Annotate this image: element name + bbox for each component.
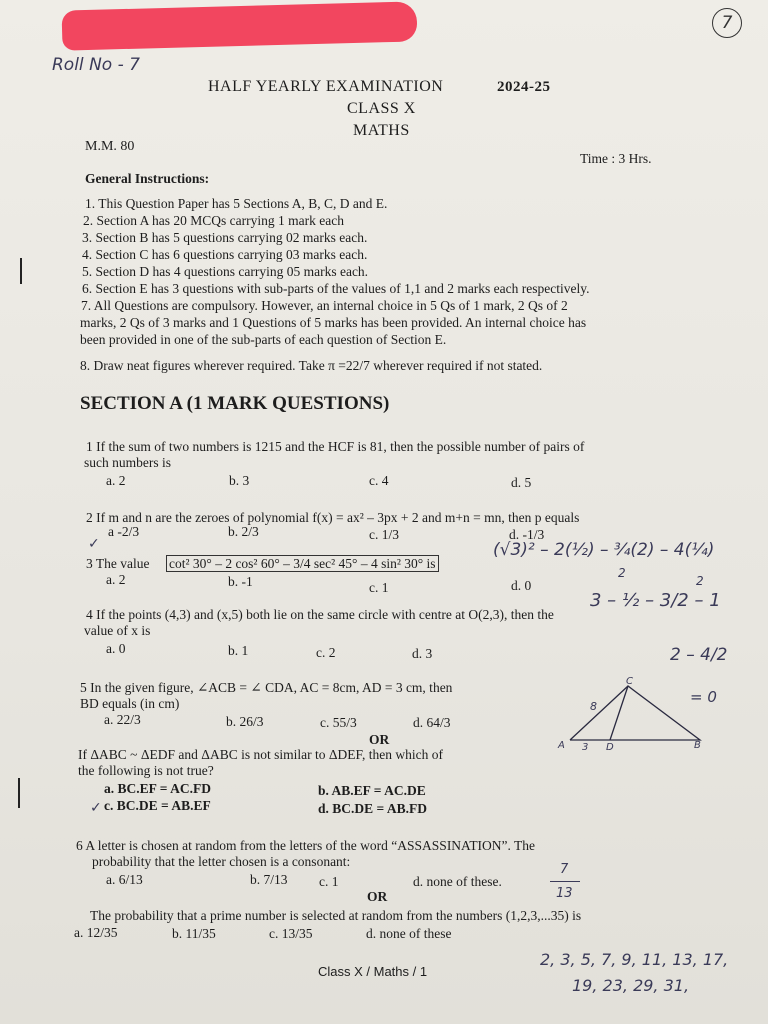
figure-label-8: 8 [590,700,597,713]
q2-option-b: b. 2/3 [228,524,259,539]
q2-text: 2 If m and n are the zeroes of polynomial f(x) = ax² – 3px + 2 and m+n = mn, then p equals [86,510,580,525]
tick-mark: ✓ [90,800,102,816]
handwritten-primes: 19, 23, 29, 31, [572,976,690,995]
q4-text: 4 If the points (4,3) and (x,5) both lie on the same circle with centre at O(2,3), then the [86,607,554,622]
handwritten-primes: 2, 3, 5, 7, 9, 11, 13, 17, [540,950,729,969]
q5-option-c: c. 55/3 [320,715,357,730]
handwritten-working: 2 [618,566,626,580]
q5-text: BD equals (in cm) [80,696,180,711]
instructions-heading: General Instructions: [85,171,210,186]
q6-text: 6 A letter is chosen at random from the letters of the word “ASSASSINATION”. The [76,838,536,853]
q1-option-a: a. 2 [106,473,126,488]
or-label: OR [369,732,390,747]
instruction-line: 1. This Question Paper has 5 Sections A, B, C, D and E. [85,196,388,211]
q6-alt-text: The probability that a prime number is selected at random from the numbers (1,2,3,...35) is [90,908,582,923]
q5-option-a: a. 22/3 [104,712,141,727]
q3-option-c: c. 1 [369,580,389,595]
q1-text: 1 If the sum of two numbers is 1215 and the HCF is 81, then the possible number of pairs of [86,439,585,454]
q6-option-d: d. none of these. [413,874,502,889]
instruction-line: been provided in one of the sub-parts of each question of Section E. [80,332,447,347]
q6-text: probability that the letter chosen is a consonant: [92,854,351,869]
exam-year: 2024-25 [497,79,551,95]
q6-alt-option-c: c. 13/35 [269,926,313,941]
q6-alt-option-a: a. 12/35 [74,925,118,940]
exam-class: CLASS X [347,100,416,117]
redacted-name-mark [62,1,418,50]
instruction-line: marks, 2 Qs of 3 marks and 1 Questions of 5 marks has been provided. An internal choice has [80,315,587,330]
q3-expression: cot² 30° – 2 cos² 60° – 3/4 sec² 45° – 4 sin² 30° is [166,555,439,572]
handwritten-fraction-num: 7 [560,862,569,877]
handwritten-working: 3 – ½ – 3/2 – 1 [590,590,721,611]
handwritten-fraction-den: 13 [556,886,573,901]
q3-option-a: a. 2 [106,572,126,587]
q5-alt-text: If ΔABC ~ ΔEDF and ΔABC is not similar to ΔDEF, then which of [78,747,443,762]
roll-number: Roll No - 7 [52,55,140,75]
page-number-mark: 7 [712,8,742,38]
handwritten-working: = 0 [690,688,717,706]
q6-alt-option-d: d. none of these [366,926,452,941]
q6-option-b: b. 7/13 [250,872,288,887]
handwritten-working: 2 [696,574,704,588]
q4-option-c: c. 2 [316,645,336,660]
instruction-line: 8. Draw neat figures wherever required. Take π =22/7 wherever required if not stated. [80,358,543,373]
section-a-title: SECTION A (1 MARK QUESTIONS) [80,393,390,414]
exam-title: HALF YEARLY EXAMINATION [208,78,444,95]
q2-option-a: a -2/3 [108,524,140,539]
instruction-line: 6. Section E has 3 questions with sub-parts of the values of 1,1 and 2 marks each respectively. [82,281,590,296]
handwritten-working: 2 – 4/2 [670,645,728,665]
margin-mark [18,778,20,808]
figure-label-c: C [626,676,633,687]
q5-alt-option-a: a. BC.EF = AC.FD [104,781,211,796]
margin-mark [20,258,22,284]
q4-text: value of x is [84,623,151,638]
q5-alt-option-c: c. BC.DE = AB.EF [104,798,211,813]
figure-label-b: B [694,740,701,751]
q4-option-d: d. 3 [412,646,433,661]
q5-alt-option-d: d. BC.DE = AB.FD [318,801,427,816]
q3-text: 3 The value [86,556,150,571]
tick-mark: ✓ [88,536,100,552]
q5-option-b: b. 26/3 [226,714,264,729]
instruction-line: 5. Section D has 4 questions carrying 05 marks each. [82,264,369,279]
instruction-line: 2. Section A has 20 MCQs carrying 1 mark each [83,213,344,228]
q1-option-b: b. 3 [229,473,250,488]
q3-option-b: b. -1 [228,574,253,589]
triangle-figure [560,678,710,750]
q3-option-d: d. 0 [511,578,532,593]
max-marks: M.M. 80 [85,139,135,154]
q1-option-d: d. 5 [511,475,532,490]
instruction-line: 4. Section C has 6 questions carrying 03 marks each. [82,247,368,262]
instruction-line: 3. Section B has 5 questions carrying 02 marks each. [82,230,368,245]
figure-label-a: A [558,740,565,751]
exam-subject: MATHS [353,122,410,139]
q6-alt-option-b: b. 11/35 [172,926,216,941]
instruction-line: 7. All Questions are compulsory. However, an internal choice in 5 Qs of 1 mark, 2 Qs of 2 [81,298,568,313]
q4-option-b: b. 1 [228,643,249,658]
fraction-bar [550,881,580,882]
q5-alt-option-b: b. AB.EF = AC.DE [318,783,426,798]
q2-option-c: c. 1/3 [369,527,399,542]
q6-option-c: c. 1 [319,874,339,889]
q1-option-c: c. 4 [369,473,389,488]
q1-text: such numbers is [84,455,171,470]
exam-time: Time : 3 Hrs. [580,151,652,166]
q6-option-a: a. 6/13 [106,872,143,887]
q5-text: 5 In the given figure, ∠ACB = ∠ CDA, AC = 8cm, AD = 3 cm, then [80,680,453,695]
page-footer: Class X / Maths / 1 [318,964,428,979]
or-label: OR [367,889,388,904]
q5-option-d: d. 64/3 [413,715,451,730]
figure-label-d: D [606,742,614,753]
handwritten-working: (√3)² – 2(½) – ¾(2) – 4(¼) [493,540,715,560]
q2-option-d: d. -1/3 [509,527,545,542]
q5-alt-text: the following is not true? [78,763,214,778]
q4-option-a: a. 0 [106,641,126,656]
figure-label-3: 3 [582,742,589,753]
